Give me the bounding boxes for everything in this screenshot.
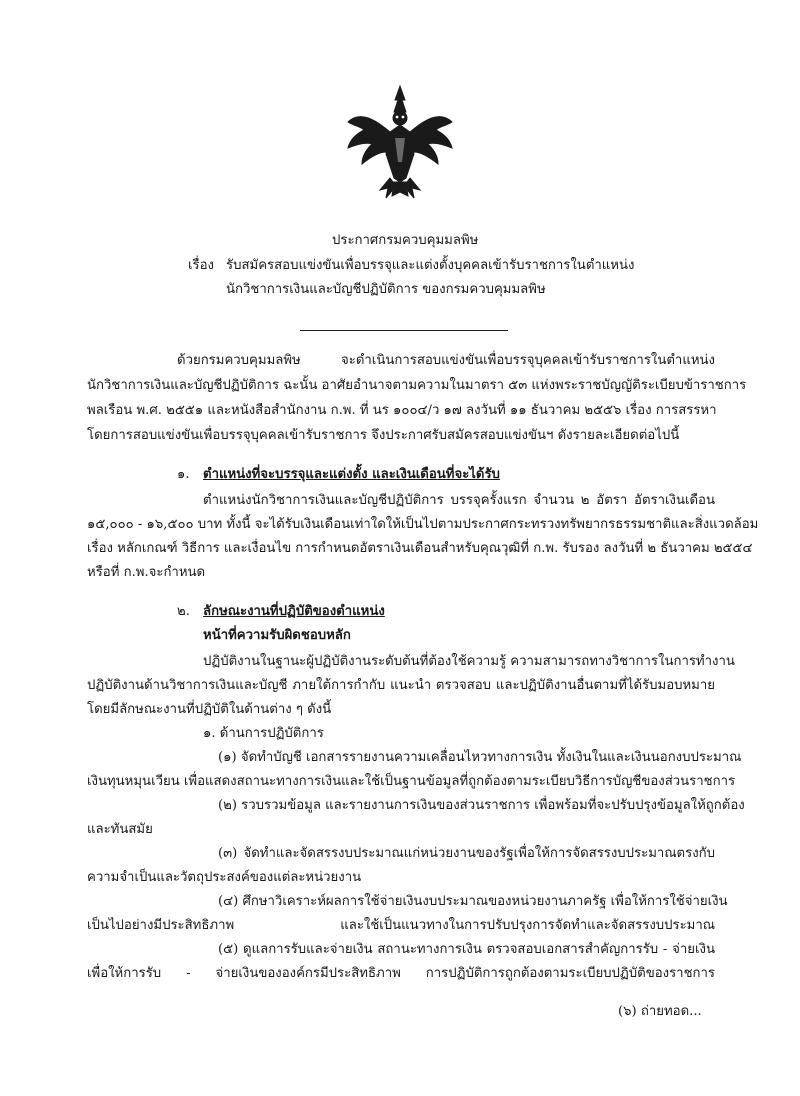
duty-item-line: เป็นไปอย่างมีประสิทธิภาพ และใช้เป็นแนวทางในการปรับปรุงการจัดทำและจัดสรรงบประมาณ: [87, 918, 715, 933]
duty-item-line: และทันสมัย: [87, 822, 153, 837]
intro-line: ด้วยกรมควบคุมมลพิษ จะดำเนินการสอบแข่งขันเพื่อบรรจุบุคคลเข้ารับราชการในตำแหน่ง: [177, 353, 715, 368]
section-2-subheading: หน้าที่ความรับผิดชอบหลัก: [203, 628, 351, 643]
duty-item-line: ความจำเป็นและวัตถุประสงค์ของแต่ละหน่วยงาน: [87, 870, 362, 885]
section-2-heading: ลักษณะงานที่ปฏิบัติของตำแหน่ง: [203, 604, 385, 619]
section-1-line: ๑๕,๐๐๐ - ๑๖,๕๐๐ บาท ทั้งนี้ จะได้รับเงินเดือนเท่าใดให้เป็นไปตามประกาศกระทรวงทรัพยากรธรรมชาติและสิ่งแวดล้อม: [87, 517, 759, 532]
duty-item-line: (๑) จัดทำบัญชี เอกสารรายงานความเคลื่อนไหวทางการเงิน ทั้งเงินในและเงินนอกงบประมาณ: [218, 750, 742, 765]
subject-line-1: รับสมัครสอบแข่งขันเพื่อบรรจุและแต่งตั้งบุคคลเข้ารับราชการในตำแหน่ง: [226, 258, 635, 273]
garuda-emblem-icon: [340, 82, 460, 202]
section-1-line: เรื่อง หลักเกณฑ์ วิธีการ และเงื่อนไข การกำหนดอัตราเงินเดือนสำหรับคุณวุฒิที่ ก.พ. รับรอง ลงวันที่ ๒ ธันวาคม ๒๕๕๔: [87, 541, 753, 556]
duty-item-line: (๓) จัดทำและจัดสรรงบประมาณแก่หน่วยงานของรัฐเพื่อให้การจัดสรรงบประมาณตรงกับ: [218, 846, 715, 861]
subject-line-2: นักวิชาการเงินและบัญชีปฏิบัติการ ของกรมควบคุมมลพิษ: [226, 282, 546, 297]
section-1-line: ตำแหน่งนักวิชาการเงินและบัญชีปฏิบัติการ บรรจุครั้งแรก จำนวน ๒ อัตรา อัตราเงินเดือน: [203, 493, 715, 508]
subject-label: เรื่อง: [188, 258, 214, 273]
page-continuation: (๖) ถ่ายทอด...: [618, 1004, 702, 1019]
section-2-line: ปฏิบัติงานในฐานะผู้ปฏิบัติงานระดับต้นที่ต้องใช้ความรู้ ความสามารถทางวิชาการในการทำงาน: [203, 654, 735, 669]
duty-item-line: (๕) ดูแลการรับและจ่ายเงิน สถานะทางการเงิน ตรวจสอบเอกสารสำคัญการรับ - จ่ายเงิน: [218, 942, 715, 957]
section-1-line: หรือที่ ก.พ.จะกำหนด: [87, 565, 206, 580]
header-divider: [300, 330, 508, 331]
duty-item-line: (๔) ศึกษาวิเคราะห์ผลการใช้จ่ายเงินงบประมาณของหน่วยงานภาครัฐ เพื่อให้การใช้จ่ายเงิน: [218, 894, 728, 909]
duty-item-line: เพื่อให้การรับ - จ่ายเงินขององค์กรมีประสิทธิภาพ การปฏิบัติการถูกต้องตามระเบียบปฏิบัติของราชการ: [87, 966, 715, 981]
duty-item-line: เงินทุนหมุนเวียน เพื่อแสดงสถานะทางการเงินและใช้เป็นฐานข้อมูลที่ถูกต้องตามระเบียบวิธีการบัญชีของส่วนราชการ: [87, 774, 736, 789]
intro-line: โดยการสอบแข่งขันเพื่อบรรจุบุคคลเข้ารับราชการ จึงประกาศรับสมัครสอบแข่งขันฯ ดังรายละเอียดต่อไปนี้: [87, 428, 680, 443]
section-2-number: ๒.: [177, 604, 190, 619]
section-1-number: ๑.: [177, 467, 190, 482]
duty-item-line: (๒) รวบรวมข้อมูล และรายงานการเงินของส่วนราชการ เพื่อพร้อมที่จะปรับปรุงข้อมูลให้ถูกต้อง: [218, 798, 745, 813]
section-2-line: โดยมีลักษณะงานที่ปฏิบัติในด้านต่าง ๆ ดังนี้: [87, 702, 332, 717]
section-1-heading: ตำแหน่งที่จะบรรจุและแต่งตั้ง และเงินเดือนที่จะได้รับ: [203, 467, 500, 482]
announcement-title: ประกาศกรมควบคุมมลพิษ: [332, 233, 479, 248]
operations-area-heading: ๑. ด้านการปฏิบัติการ: [203, 726, 324, 741]
intro-line: นักวิชาการเงินและบัญชีปฏิบัติการ ฉะนั้น อาศัยอำนาจตามความในมาตรา ๕๓ แห่งพระราชบัญญัติระเบียบข้าราชการ: [87, 378, 747, 393]
intro-line: พลเรือน พ.ศ. ๒๕๕๑ และหนังสือสำนักงาน ก.พ. ที่ นร ๑๐๐๔/ว ๑๗ ลงวันที่ ๑๑ ธันวาคม ๒๕๕๖ เรื่อง การสรรหา: [87, 403, 717, 418]
section-2-line: ปฏิบัติงานด้านวิชาการเงินและบัญชี ภายใต้การกำกับ แนะนำ ตรวจสอบ และปฏิบัติงานอื่นตามที่ได้รับมอบหมาย: [87, 678, 715, 693]
